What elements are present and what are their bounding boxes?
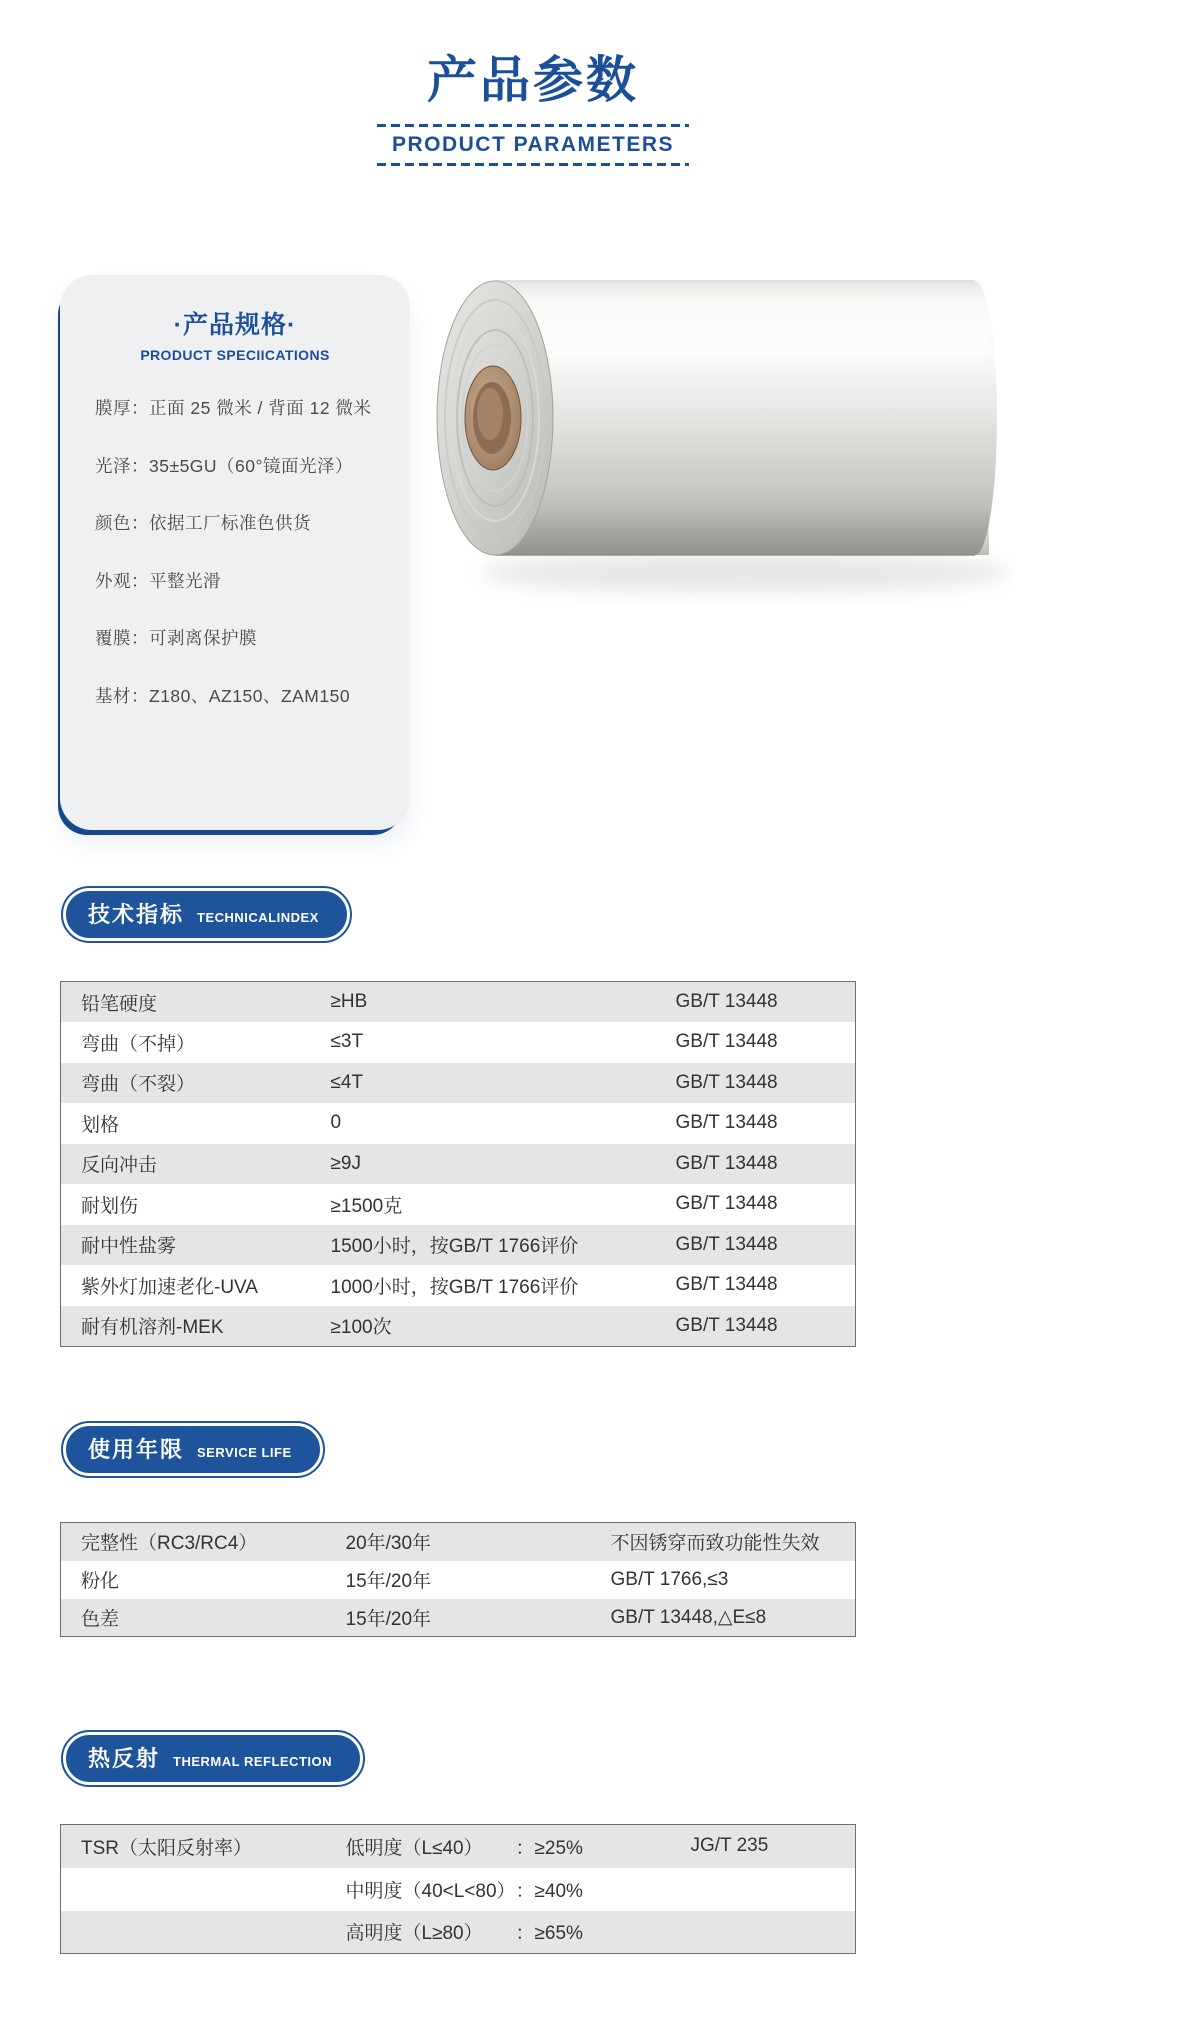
- spec-item: 覆膜：可剥离保护膜: [95, 628, 257, 648]
- badge-en-label: THERMAL REFLECTION: [173, 1754, 332, 1769]
- table-cell: GB/T 13448: [675, 1031, 778, 1053]
- table-cell: 1500小时，按GB/T 1766评价: [330, 1236, 579, 1258]
- table-cell: 中明度（40<L<80）: [345, 1880, 516, 1902]
- table-row: [61, 982, 856, 1023]
- spec-item: 基材：Z180、AZ150、ZAM150: [95, 685, 351, 706]
- table-cell: GB/T 13448: [675, 1274, 778, 1296]
- table-cell: [61, 1911, 346, 1954]
- badge-en-label: SERVICE LIFE: [197, 1445, 292, 1460]
- table-row: [61, 1599, 856, 1637]
- page-header: [0, 40, 1066, 166]
- table-row: [61, 1561, 856, 1599]
- steel-coil-svg: [430, 268, 1015, 638]
- table-row: [61, 1868, 856, 1911]
- table-cell: 弯曲（不裂）: [81, 1074, 196, 1096]
- spec-item: 光泽：35±5GU（60°镜面光泽）: [95, 455, 354, 476]
- spec-list: [95, 395, 410, 708]
- steel-coil-image: [430, 268, 1015, 643]
- table-cell: GB/T 1766,≤3: [610, 1568, 729, 1590]
- table-cell: 弯曲（不掉）: [81, 1033, 196, 1055]
- table-cell: [691, 1911, 856, 1954]
- table-row: [61, 1022, 856, 1063]
- page-title: 产品参数: [427, 52, 639, 108]
- table-row: [61, 1063, 856, 1104]
- table-row: [61, 1825, 856, 1868]
- table-cell: GB/T 13448: [675, 1071, 778, 1093]
- table-cell: 0: [330, 1112, 342, 1134]
- product-spec-card: [60, 275, 410, 830]
- table-cell: 色差: [81, 1608, 120, 1630]
- page-subtitle: PRODUCT PARAMETERS: [391, 133, 675, 156]
- table-cell: 划格: [81, 1114, 120, 1136]
- table-cell: 15年/20年: [345, 1571, 432, 1592]
- table-cell: 耐有机溶剂-MEK: [81, 1317, 224, 1338]
- table-row: [61, 1103, 856, 1144]
- table-cell: 铅笔硬度: [81, 993, 158, 1015]
- badge-technical-index: [63, 888, 350, 941]
- table-cell: ：≥25%: [515, 1837, 583, 1859]
- table-cell: ≥1500克: [330, 1195, 403, 1217]
- badge-cn-label: 热反射: [88, 1746, 161, 1771]
- table-cell: GB/T 13448: [675, 1233, 778, 1255]
- badge-en-label: TECHNICALINDEX: [197, 910, 319, 925]
- table-row: [61, 1911, 856, 1954]
- service-life-table: [60, 1522, 856, 1637]
- table-cell: GB/T 13448: [675, 1152, 778, 1174]
- dashed-divider-bottom: [377, 163, 689, 166]
- table-cell: 1000小时，按GB/T 1766评价: [330, 1276, 579, 1298]
- table-cell: GB/T 13448: [675, 991, 778, 1012]
- table-cell: ≥100次: [330, 1317, 392, 1338]
- spec-item: 膜厚：正面 25 微米 / 背面 12 微米: [95, 398, 372, 418]
- table-cell: 15年/20年: [345, 1608, 432, 1630]
- table-cell: GB/T 13448: [675, 1193, 778, 1215]
- table-cell: ≤4T: [330, 1071, 364, 1093]
- table-cell: JG/T 235: [690, 1835, 769, 1857]
- table-row: [61, 1265, 856, 1306]
- badge-cn-label: 技术指标: [88, 902, 185, 927]
- badge-cn-label: 使用年限: [88, 1437, 185, 1462]
- table-cell: ≥HB: [330, 991, 368, 1012]
- table-cell: 耐中性盐雾: [81, 1236, 177, 1258]
- table-cell: 高明度（L≥80）: [345, 1923, 483, 1945]
- table-cell: TSR（太阳反射率）: [81, 1837, 253, 1859]
- table-cell: ≤3T: [330, 1031, 364, 1053]
- table-cell: 完整性（RC3/RC4）: [81, 1533, 258, 1555]
- table-cell: GB/T 13448,△E≤8: [610, 1606, 767, 1628]
- spec-card-title: ·产品规格·: [173, 311, 297, 339]
- table-row: [61, 1184, 856, 1225]
- table-cell: 反向冲击: [81, 1155, 158, 1177]
- thermal-reflection-table: [60, 1824, 856, 1954]
- dashed-divider-top: [377, 124, 689, 127]
- table-cell: [61, 1868, 346, 1911]
- table-cell: ≥9J: [330, 1152, 361, 1174]
- table-cell: 不因锈穿而致功能性失效: [610, 1533, 820, 1555]
- coil-shadow: [480, 553, 1010, 593]
- table-row: [61, 1144, 856, 1185]
- technical-index-table: [60, 981, 856, 1347]
- table-cell: 低明度（L≤40）: [345, 1837, 483, 1859]
- table-row: [61, 1306, 856, 1347]
- badge-service-life: [63, 1423, 323, 1476]
- table-cell: 耐划伤: [81, 1195, 139, 1217]
- table-cell: [691, 1868, 856, 1911]
- table-cell: ：≥65%: [515, 1923, 583, 1945]
- spec-item: 颜色：依据工厂标准色供货: [95, 513, 311, 533]
- spec-item: 外观：平整光滑: [95, 570, 221, 591]
- table-cell: 紫外灯加速老化-UVA: [81, 1276, 258, 1298]
- table-cell: GB/T 13448: [675, 1314, 778, 1336]
- table-cell: GB/T 13448: [675, 1112, 778, 1134]
- table-cell: ：≥40%: [515, 1880, 583, 1902]
- spec-card-subtitle: PRODUCT SPECIICATIONS: [140, 347, 330, 363]
- table-row: [61, 1523, 856, 1561]
- badge-thermal-reflection: [63, 1732, 363, 1785]
- table-cell: 20年/30年: [345, 1533, 432, 1555]
- table-row: [61, 1225, 856, 1266]
- table-cell: 粉化: [81, 1571, 120, 1592]
